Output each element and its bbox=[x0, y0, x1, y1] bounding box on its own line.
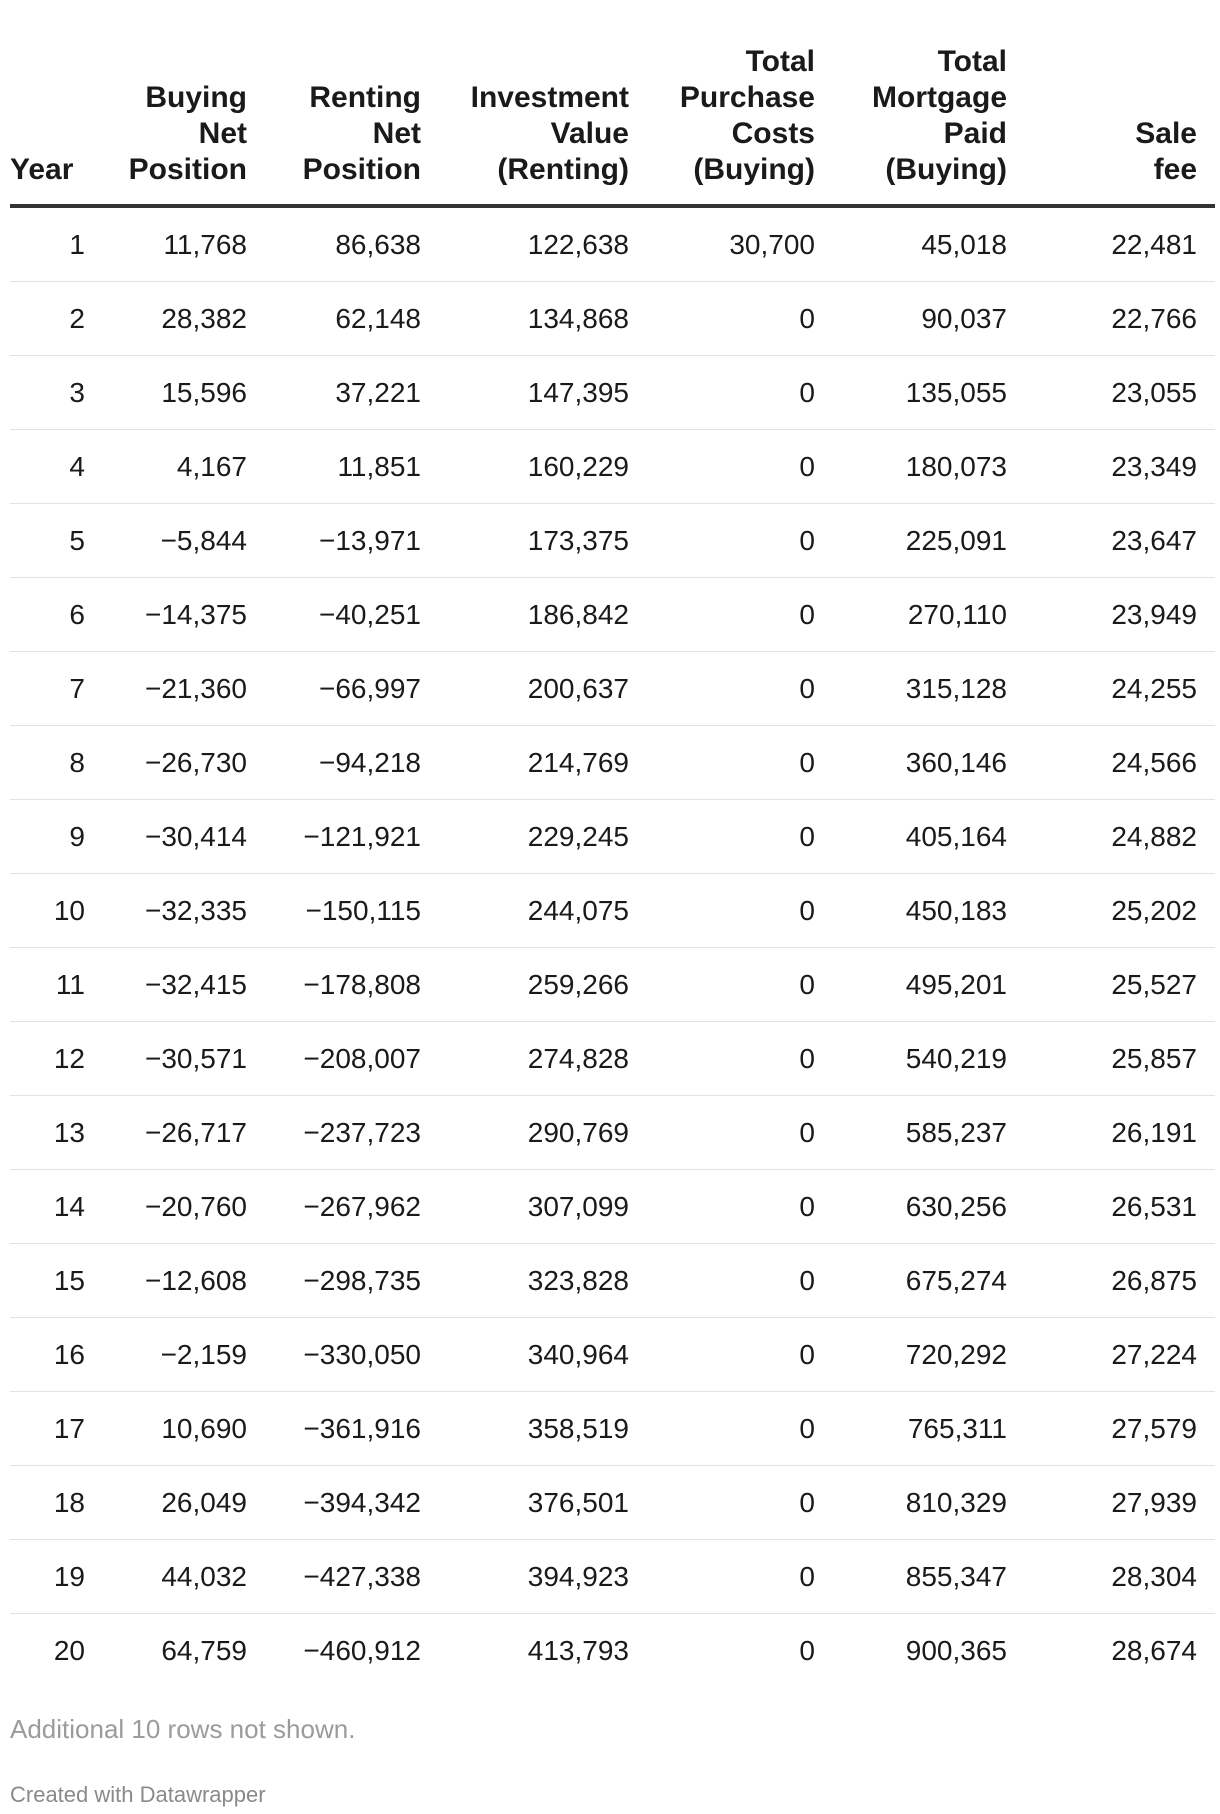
table-row bbox=[10, 1096, 1215, 1170]
cell-year: 20 bbox=[53, 1634, 85, 1666]
column-header-line: Year bbox=[10, 153, 74, 186]
cell-mortgage_paid: 720,292 bbox=[833, 1318, 1025, 1392]
cell-sale_fee: 27,579 bbox=[1025, 1392, 1215, 1466]
table-header-row bbox=[10, 44, 1215, 206]
cell-sale_fee: 27,939 bbox=[1025, 1466, 1215, 1540]
table-row bbox=[10, 504, 1215, 578]
table-row bbox=[10, 948, 1215, 1022]
cell-year: 19 bbox=[10, 1540, 85, 1614]
column-header-line: (Buying) bbox=[693, 153, 815, 186]
cell-buying_net: −12,608 bbox=[85, 1244, 265, 1318]
cell-investment: 186,842 bbox=[439, 578, 647, 652]
cell-renting_net: −150,115 bbox=[265, 874, 439, 948]
column-header-line: Renting bbox=[309, 81, 421, 114]
cell-buying_net: 10,690 bbox=[85, 1392, 265, 1466]
cell-purchase_costs: 0 bbox=[647, 578, 833, 652]
cell-purchase_costs: 0 bbox=[647, 504, 833, 578]
table-row bbox=[10, 578, 1215, 652]
cell-year: 11 bbox=[10, 948, 85, 1022]
cell-buying_net: −26,717 bbox=[85, 1096, 265, 1170]
cell-investment: 259,266 bbox=[439, 948, 647, 1022]
column-header-line: Position bbox=[302, 153, 421, 186]
table-row bbox=[10, 1022, 1215, 1096]
cell-sale_fee: 24,882 bbox=[1025, 800, 1215, 874]
cell-renting_net: 86,638 bbox=[265, 206, 439, 282]
cell-purchase_costs: 0 bbox=[647, 948, 833, 1022]
cell-purchase_costs: 30,700 bbox=[647, 206, 833, 282]
column-header-investment bbox=[439, 44, 647, 206]
cell-renting_net: −298,735 bbox=[265, 1244, 439, 1318]
cell-purchase_costs: 0 bbox=[647, 1318, 833, 1392]
cell-purchase_costs: 0 bbox=[647, 1096, 833, 1170]
cell-sale_fee: 22,766 bbox=[1025, 282, 1215, 356]
cell-buying_net: −32,415 bbox=[85, 948, 265, 1022]
cell-buying_net: −2,159 bbox=[85, 1318, 265, 1392]
column-header-line: Mortgage bbox=[872, 81, 1007, 114]
cell-sale_fee: 24,255 bbox=[1025, 652, 1215, 726]
cell-purchase_costs: 0 bbox=[647, 356, 833, 430]
table-row bbox=[10, 282, 1215, 356]
cell-investment: 290,769 bbox=[439, 1096, 647, 1170]
cell-year: 13 bbox=[10, 1096, 85, 1170]
column-header-line: Sale bbox=[1135, 117, 1197, 150]
cell-year: 6 bbox=[10, 578, 85, 652]
cell-sale_fee: 27,224 bbox=[1025, 1318, 1215, 1392]
column-header-line: Buying bbox=[145, 81, 247, 114]
cell-purchase_costs: 0 bbox=[799, 1634, 815, 1666]
cell-investment: 376,501 bbox=[439, 1466, 647, 1540]
cell-investment: 358,519 bbox=[439, 1392, 647, 1466]
cell-sale_fee: 25,527 bbox=[1025, 948, 1215, 1022]
column-header-line: Investment bbox=[470, 81, 629, 114]
cell-buying_net: −32,335 bbox=[85, 874, 265, 948]
cell-purchase_costs: 0 bbox=[647, 1540, 833, 1614]
cell-year: 14 bbox=[10, 1170, 85, 1244]
cell-renting_net: −40,251 bbox=[265, 578, 439, 652]
cell-purchase_costs: 0 bbox=[647, 1170, 833, 1244]
cell-buying_net: −20,760 bbox=[85, 1170, 265, 1244]
cell-year: 16 bbox=[10, 1318, 85, 1392]
cell-investment: 244,075 bbox=[439, 874, 647, 948]
column-header-line: fee bbox=[1153, 153, 1197, 186]
cell-mortgage_paid: 45,018 bbox=[833, 206, 1025, 282]
table-row bbox=[10, 1614, 1215, 1688]
cell-year: 5 bbox=[10, 504, 85, 578]
table-row bbox=[10, 1392, 1215, 1466]
column-header-mortgage_paid bbox=[833, 44, 1025, 206]
cell-purchase_costs: 0 bbox=[647, 800, 833, 874]
column-header-line: Position bbox=[128, 153, 247, 186]
cell-investment: 214,769 bbox=[439, 726, 647, 800]
cell-buying_net: −14,375 bbox=[85, 578, 265, 652]
cell-investment: 394,923 bbox=[439, 1540, 647, 1614]
cell-year: 8 bbox=[10, 726, 85, 800]
column-header-line: Value bbox=[550, 117, 629, 150]
cell-mortgage_paid: 90,037 bbox=[833, 282, 1025, 356]
cell-sale_fee: 26,875 bbox=[1025, 1244, 1215, 1318]
cell-mortgage_paid: 495,201 bbox=[833, 948, 1025, 1022]
cell-mortgage_paid: 225,091 bbox=[833, 504, 1025, 578]
table-row bbox=[10, 1244, 1215, 1318]
cell-investment: 307,099 bbox=[439, 1170, 647, 1244]
cell-renting_net: −178,808 bbox=[265, 948, 439, 1022]
column-header-line: Purchase bbox=[679, 81, 815, 114]
cell-sale_fee: 25,857 bbox=[1025, 1022, 1215, 1096]
cell-sale_fee: 25,202 bbox=[1025, 874, 1215, 948]
cell-sale_fee: 24,566 bbox=[1025, 726, 1215, 800]
column-header-line: Total bbox=[937, 45, 1007, 78]
cell-year: 7 bbox=[10, 652, 85, 726]
cell-purchase_costs: 0 bbox=[647, 1022, 833, 1096]
cell-investment: 200,637 bbox=[439, 652, 647, 726]
cell-renting_net: 11,851 bbox=[265, 430, 439, 504]
cell-year: 4 bbox=[10, 430, 85, 504]
cell-renting_net: −94,218 bbox=[265, 726, 439, 800]
cell-mortgage_paid: 180,073 bbox=[833, 430, 1025, 504]
cell-purchase_costs: 0 bbox=[647, 874, 833, 948]
datawrapper-credit: Created with Datawrapper bbox=[10, 1782, 266, 1807]
cell-sale_fee: 28,304 bbox=[1025, 1540, 1215, 1614]
cell-mortgage_paid: 540,219 bbox=[833, 1022, 1025, 1096]
cell-renting_net: −208,007 bbox=[265, 1022, 439, 1096]
cell-sale_fee: 26,191 bbox=[1025, 1096, 1215, 1170]
cell-mortgage_paid: 270,110 bbox=[833, 578, 1025, 652]
cell-year: 17 bbox=[10, 1392, 85, 1466]
cell-buying_net: 11,768 bbox=[85, 206, 265, 282]
cell-sale_fee: 26,531 bbox=[1025, 1170, 1215, 1244]
cell-year: 10 bbox=[10, 874, 85, 948]
cell-year: 15 bbox=[10, 1244, 85, 1318]
column-header-line: (Buying) bbox=[885, 153, 1007, 186]
cell-renting_net: −460,912 bbox=[303, 1634, 421, 1666]
table-row bbox=[10, 206, 1215, 282]
cell-year: 2 bbox=[10, 282, 85, 356]
table-row bbox=[10, 1466, 1215, 1540]
cell-buying_net: 26,049 bbox=[85, 1466, 265, 1540]
cell-sale_fee: 23,949 bbox=[1025, 578, 1215, 652]
table-row bbox=[10, 800, 1215, 874]
cell-mortgage_paid: 675,274 bbox=[833, 1244, 1025, 1318]
cell-mortgage_paid: 135,055 bbox=[833, 356, 1025, 430]
cell-investment: 340,964 bbox=[439, 1318, 647, 1392]
cell-renting_net: −427,338 bbox=[265, 1540, 439, 1614]
cell-mortgage_paid: 360,146 bbox=[833, 726, 1025, 800]
table-row bbox=[10, 874, 1215, 948]
cell-buying_net: 64,759 bbox=[161, 1634, 247, 1666]
table-row bbox=[10, 356, 1215, 430]
data-table-container bbox=[10, 44, 1215, 1687]
cell-sale_fee: 23,055 bbox=[1025, 356, 1215, 430]
column-header-line: Net bbox=[372, 117, 421, 150]
column-header-line: (Renting) bbox=[497, 153, 629, 186]
cell-renting_net: −237,723 bbox=[265, 1096, 439, 1170]
cell-sale_fee: 23,349 bbox=[1025, 430, 1215, 504]
cell-year: 9 bbox=[10, 800, 85, 874]
table-row bbox=[10, 430, 1215, 504]
cell-buying_net: −30,571 bbox=[85, 1022, 265, 1096]
cell-buying_net: −30,414 bbox=[85, 800, 265, 874]
cell-investment: 413,793 bbox=[527, 1634, 629, 1666]
column-header-line: Paid bbox=[943, 117, 1007, 150]
data-table bbox=[10, 44, 1215, 1687]
cell-purchase_costs: 0 bbox=[647, 652, 833, 726]
cell-purchase_costs: 0 bbox=[647, 1466, 833, 1540]
cell-buying_net: −26,730 bbox=[85, 726, 265, 800]
table-body bbox=[10, 206, 1215, 1687]
cell-investment: 122,638 bbox=[439, 206, 647, 282]
cell-buying_net: −5,844 bbox=[85, 504, 265, 578]
cell-purchase_costs: 0 bbox=[647, 430, 833, 504]
cell-mortgage_paid: 585,237 bbox=[833, 1096, 1025, 1170]
cell-renting_net: −330,050 bbox=[265, 1318, 439, 1392]
cell-mortgage_paid: 405,164 bbox=[833, 800, 1025, 874]
cell-purchase_costs: 0 bbox=[647, 726, 833, 800]
column-header-purchase_costs bbox=[647, 44, 833, 206]
cell-mortgage_paid: 810,329 bbox=[833, 1466, 1025, 1540]
cell-sale_fee: 22,481 bbox=[1025, 206, 1215, 282]
table-row bbox=[10, 726, 1215, 800]
column-header-year bbox=[10, 44, 85, 206]
cell-investment: 134,868 bbox=[439, 282, 647, 356]
cell-investment: 147,395 bbox=[439, 356, 647, 430]
cell-purchase_costs: 0 bbox=[647, 1392, 833, 1466]
cell-renting_net: −267,962 bbox=[265, 1170, 439, 1244]
cell-sale_fee: 28,674 bbox=[1111, 1634, 1197, 1666]
cell-investment: 173,375 bbox=[439, 504, 647, 578]
column-header-renting_net bbox=[265, 44, 439, 206]
cell-purchase_costs: 0 bbox=[647, 282, 833, 356]
table-row bbox=[10, 1540, 1215, 1614]
cell-mortgage_paid: 855,347 bbox=[833, 1540, 1025, 1614]
cell-year: 18 bbox=[10, 1466, 85, 1540]
cell-renting_net: −121,921 bbox=[265, 800, 439, 874]
cell-mortgage_paid: 450,183 bbox=[833, 874, 1025, 948]
cell-year: 1 bbox=[10, 206, 85, 282]
cell-buying_net: −21,360 bbox=[85, 652, 265, 726]
table-row bbox=[10, 1170, 1215, 1244]
cell-renting_net: −13,971 bbox=[265, 504, 439, 578]
column-header-sale_fee bbox=[1025, 44, 1215, 206]
column-header-line: Net bbox=[198, 117, 247, 150]
cell-buying_net: 4,167 bbox=[85, 430, 265, 504]
cell-renting_net: −66,997 bbox=[265, 652, 439, 726]
cell-renting_net: 62,148 bbox=[265, 282, 439, 356]
column-header-line: Total bbox=[745, 45, 815, 78]
column-header-line: Costs bbox=[731, 117, 815, 150]
cell-investment: 229,245 bbox=[439, 800, 647, 874]
cell-mortgage_paid: 630,256 bbox=[833, 1170, 1025, 1244]
cell-investment: 323,828 bbox=[439, 1244, 647, 1318]
cell-mortgage_paid: 900,365 bbox=[905, 1634, 1007, 1666]
cell-investment: 160,229 bbox=[439, 430, 647, 504]
cell-renting_net: −361,916 bbox=[265, 1392, 439, 1466]
cell-renting_net: 37,221 bbox=[265, 356, 439, 430]
cell-sale_fee: 23,647 bbox=[1025, 504, 1215, 578]
table-row bbox=[10, 1318, 1215, 1392]
cell-mortgage_paid: 765,311 bbox=[833, 1392, 1025, 1466]
table-notes: Additional 10 rows not shown. bbox=[10, 1714, 356, 1744]
table-row bbox=[10, 652, 1215, 726]
cell-mortgage_paid: 315,128 bbox=[833, 652, 1025, 726]
cell-year: 12 bbox=[10, 1022, 85, 1096]
cell-year: 3 bbox=[10, 356, 85, 430]
column-header-buying_net bbox=[85, 44, 265, 206]
cell-investment: 274,828 bbox=[439, 1022, 647, 1096]
cell-buying_net: 15,596 bbox=[85, 356, 265, 430]
cell-buying_net: 28,382 bbox=[85, 282, 265, 356]
cell-buying_net: 44,032 bbox=[85, 1540, 265, 1614]
cell-renting_net: −394,342 bbox=[265, 1466, 439, 1540]
cell-purchase_costs: 0 bbox=[647, 1244, 833, 1318]
